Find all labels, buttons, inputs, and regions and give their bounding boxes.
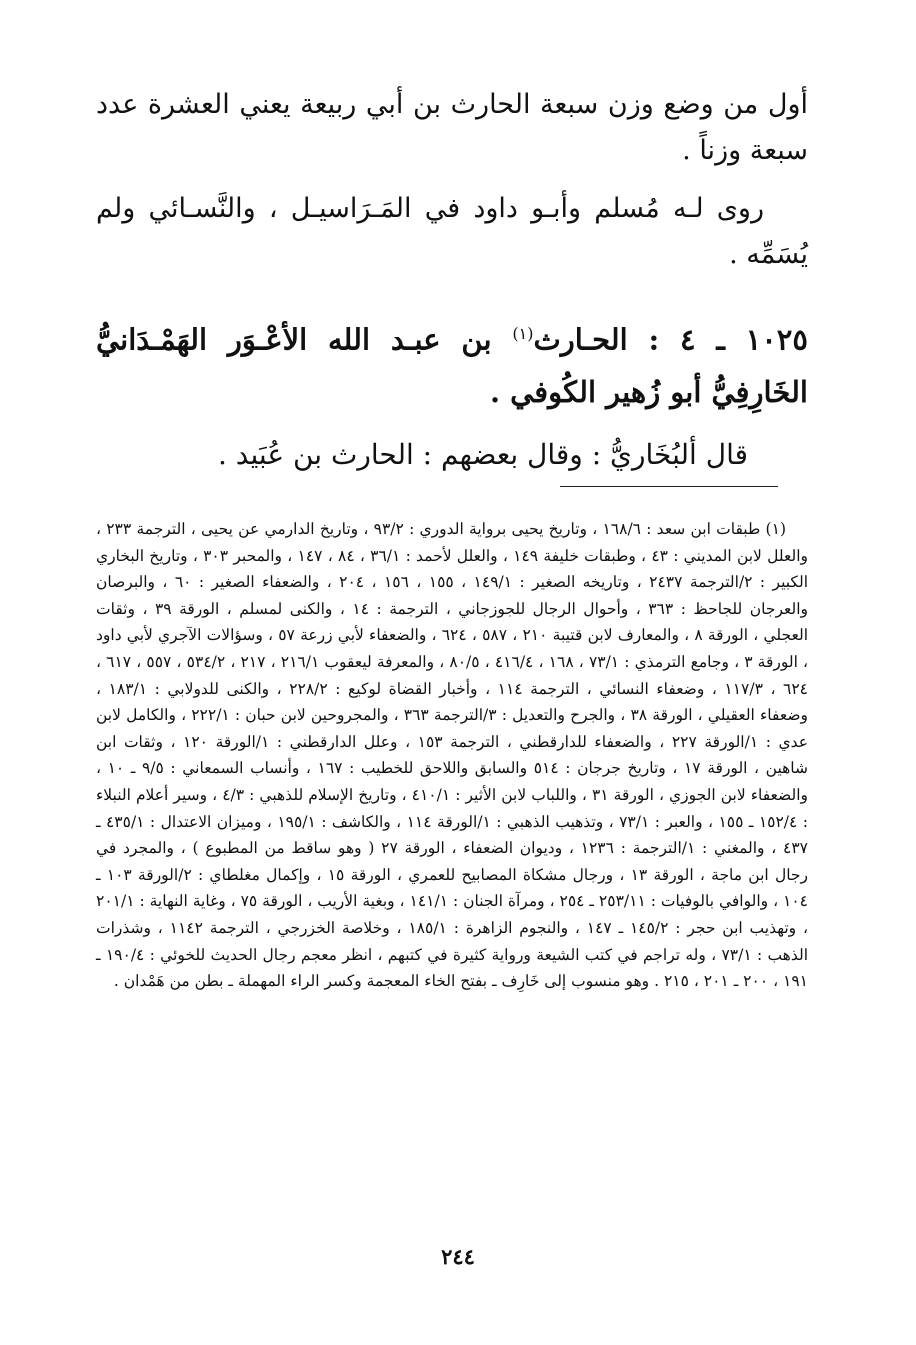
footnote-text: (١) طبقات ابن سعد : ١٦٨/٦ ، وتاريخ يحيى برواية الدوري : ٩٣/٢ ، وتاريخ الدارمي عن يحيى ، الترجمة ٢٣٣ ، والعلل لابن المديني : ٤٣ ، وطبقات خليفة ١٤٩ ، والعلل لأحمد : ٣٦/١ ، ٨٤ ، ١٤٧ ، والمحبر ٣٠٣ ، وتاريخ البخاري الكبير : ٢/الترجمة ٢٤٣٧ ، وتاريخه الصغير : ١٤٩/١ ، ١٥٥ ، ١٥٦ ، ٢٠٤ ، والضعفاء الصغير : ٦٠ ، والبرصان والعرجان للجاحظ : ٣٦٣ ، وأحوال الرجال للجوزجاني ، الترجمة : ١٤ ، والكنى لمسلم ، الورقة ٣٩ ، وثقات العجلي ، الورقة ٨ ، والمعارف لابن قتيبة ٢١٠ ، ٥٨٧ ، ٦٢٤ ، والضعفاء لأبي زرعة ٥٧ ، وسؤالات الآجري لأبي داود ، الورقة ٣ ، وجامع الترمذي : ٧٣/١ ، ١٦٨ ، ٤١٦/٤ ، ٨٠/٥ ، والمعرفة ليعقوب ٢١٦/١ ، ٢١٧ ، ٥٣٤/٢ ، ٥٥٧ ، ٦١٧ ، ٦٢٤ ، ١١٧/٣ ، وضعفاء النسائي ، الترجمة ١١٤ ، وأخبار القضاة لوكيع : ٢٢٨/٢ ، والكنى للدولابي : ١٨٣/١ ، وضعفاء العقيلي ، الورقة ٣٨ ، والجرح والتعديل : ٣/الترجمة ٣٦٣ ، والمجروحين لابن حبان : ٢٢٢/١ ، والكامل لابن عدي : ١/الورقة ٢٢٧ ، والضعفاء للدارقطني ، الترجمة ١٥٣ ، وعلل الدارقطني : ١/الورقة ١٢٠ ، وثقات ابن شاهين ، الورقة ١٧ ، وتاريخ جرجان : ٥١٤ والسابق واللاحق للخطيب : ١٦٧ ، وأنساب السمعاني : ٩/٥ ـ ١٠ ، والضعفاء لابن الجوزي ، الورقة ٣١ ، واللباب لابن الأثير : ٤١٠/١ ، وتاريخ الإسلام للذهبي : ٤/٣ ، وسير أعلام النبلاء : ١٥٢/٤ ـ ١٥٥ ، والعبر : ٧٣/١ ، وتذهيب الذهبي : ١/الورقة ١١٤ ، والكاشف : ١٩٥/١ ، وميزان الاعتدال : ٤٣٥/١ ـ ٤٣٧ ، والمغني : ١/الترجمة : ١٢٣٦ ، وديوان الضعفاء ، الورقة ٢٧ ( وهو ساقط من المطبوع ) ، والمجرد في رجال ابن ماجة ، الورقة ١٣ ، ورجال مشكاة المصابيح للعمري ، الورقة ١٥ ، وإكمال مغلطاي : ٢/الورقة ١٠٣ ـ ١٠٤ ، والوافي بالوفيات : ٢٥٣/١١ ـ ٢٥٤ ، ومرآة الجنان : ١٤١/١ ، وبغية الأريب ، الورقة ٧٥ ، وغاية النهاية : ٢٠١/١ ، وتهذيب ابن حجر : ١٤٥/٢ ـ ١٤٧ ، والنجوم الزاهرة : ١٨٥/١ ، وخلاصة الخزرجي ، الترجمة ١١٤٢ ، وشذرات الذهب : ٧٣/١ ، وله تراجم في كتب الشيعة ورواية كثيرة في كتبهم ، انظر معجم رجال الحديث للخوئي : ١٩٠/٤ ـ ١٩١ ، ٢٠٠ ـ ٢٠١ ، ٢١٥ . وهو منسوب إلى خَارِف ـ بفتح الخاء المعجمة وكسر الراء المهملة ـ بطن من هَمْدان .	[96, 520, 809, 991]
entry-name-first: الحـارث	[533, 322, 628, 357]
paragraph-bukhari: قال ألبُخَاريُّ : وقال بعضهم : الحارث بن عُبَيد .	[217, 437, 748, 471]
paragraph-narrators: روى لـه مُسلم وأبـو داود في المَـرَاسيـل ، والنَّسـائي ولم يُسَمِّه .	[96, 193, 808, 270]
entry-number: ١٠٢٥ ـ ٤ :	[648, 322, 808, 357]
footnote-marker: (١)	[512, 324, 534, 343]
page-number: ٢٤٤	[441, 1244, 475, 1269]
entry-heading	[96, 308, 808, 418]
entry-name-rest: بن عبـد الله الأعْـوَر الهَمْـدَانيُّ الخَارِفِيُّ أبو زُهير الكُوفي .	[96, 322, 808, 409]
main-text	[96, 82, 808, 478]
footnote-separator	[560, 486, 778, 487]
paragraph-continued: أول من وضع وزن سبعة الحارث بن أبي ربيعة يعني العشرة عدد سبعة وزناً .	[96, 89, 808, 166]
